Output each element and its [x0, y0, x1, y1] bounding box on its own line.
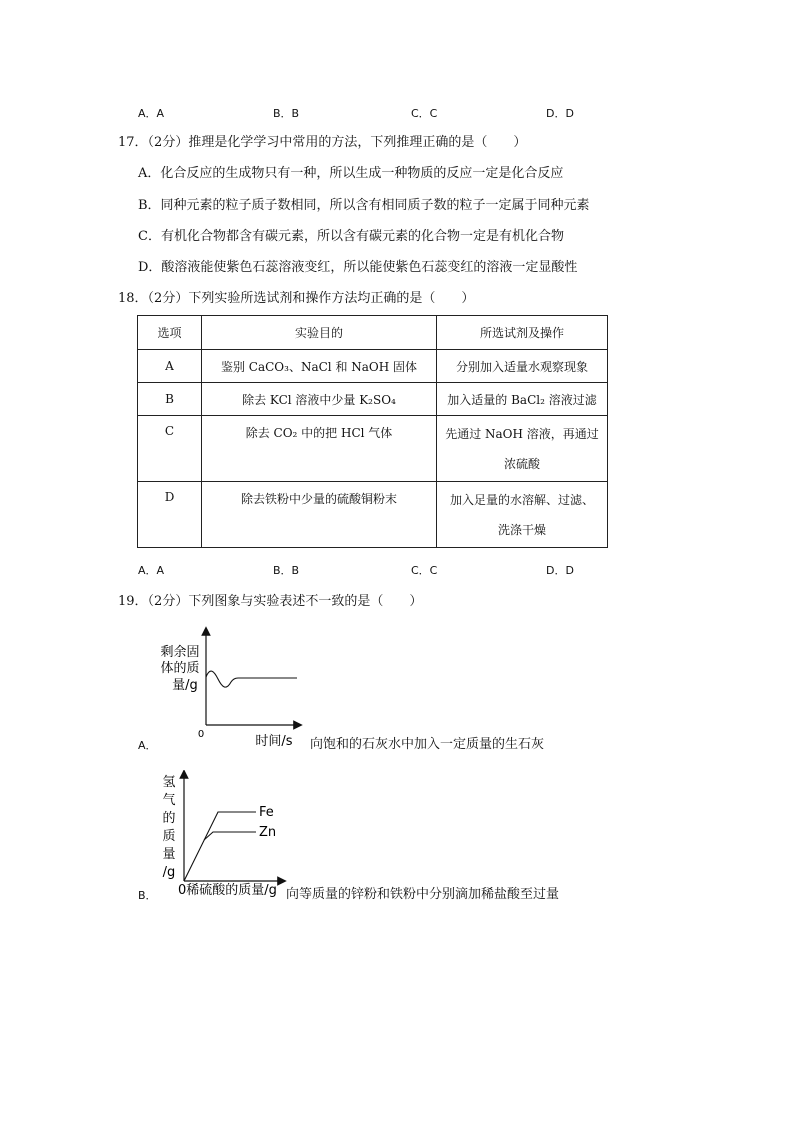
q19-graph-b — [158, 770, 288, 900]
q17-choice-d: D．酸溶液能使紫色石蕊溶液变红，所以能使紫色石蕊变红的溶液一定显酸性 — [138, 260, 578, 275]
table-cell-option: B — [138, 383, 202, 416]
y-axis-label-char: /g — [162, 865, 176, 880]
table-header-row — [138, 316, 608, 350]
y-axis-label-char: 气 — [162, 793, 176, 808]
q18-table — [137, 315, 608, 548]
mass-curve — [206, 671, 297, 687]
table-cell-option: C — [138, 416, 202, 482]
y-axis-label-line: 量/g — [172, 678, 198, 693]
operation-line: 先通过 NaOH 溶液，再通过 — [445, 426, 599, 441]
q16-option-d: D．D — [546, 107, 574, 120]
q18-option-a: A．A — [138, 564, 165, 577]
table-cell-operation: 分别加入适量水观察现象 — [437, 350, 608, 383]
q19-choice-a-prefix: A． — [138, 739, 157, 752]
table-cell-option: A — [138, 350, 202, 383]
table-row — [138, 482, 608, 548]
fe-line — [184, 812, 256, 881]
q17-choice-b: B．同种元素的粒子质子数相同，所以含有相同质子数的粒子一定属于同种元素 — [138, 198, 590, 213]
table-header: 实验目的 — [202, 316, 437, 350]
y-axis-label-line: 剩余固 — [160, 645, 200, 660]
q16-option-c: C．C — [411, 107, 438, 120]
zn-line — [204, 832, 256, 840]
q19-choice-b-prefix: B． — [138, 889, 157, 902]
y-axis-label-char: 质 — [162, 829, 176, 844]
y-axis-label-char: 的 — [162, 811, 176, 826]
origin-label: 0 — [197, 729, 205, 740]
y-axis-label-char: 量 — [162, 847, 176, 862]
q19-stem: 19．（2分）下列图象与实验表述不一致的是（ ） — [118, 594, 423, 609]
q18-option-b: B．B — [273, 564, 300, 577]
q19-choice-a-caption: 向饱和的石灰水中加入一定质量的生石灰 — [310, 737, 545, 752]
q19-graph-a — [150, 625, 310, 750]
operation-line: 洗涤干燥 — [497, 522, 546, 537]
table-cell-operation: 加入适量的 BaCl₂ 溶液过滤 — [437, 383, 608, 416]
q17-choice-c: C．有机化合物都含有碳元素，所以含有碳元素的化合物一定是有机化合物 — [138, 229, 564, 244]
series-label-zn: Zn — [259, 825, 277, 840]
table-header: 选项 — [138, 316, 202, 350]
q17-choice-a: A．化合反应的生成物只有一种，所以生成一种物质的反应一定是化合反应 — [138, 166, 564, 181]
q16-option-b: B．B — [273, 107, 300, 120]
q19-choice-b-caption: 向等质量的锌粉和铁粉中分别滴加稀盐酸至过量 — [286, 887, 560, 902]
table-row — [138, 383, 608, 416]
q18-option-c: C．C — [411, 564, 438, 577]
table-cell-operation — [437, 482, 608, 548]
table-cell-operation — [437, 416, 608, 482]
q17-stem: 17．（2分）推理是化学学习中常用的方法，下列推理正确的是（ ） — [118, 135, 527, 150]
operation-line: 浓硫酸 — [503, 456, 540, 471]
q18-stem: 18．（2分）下列实验所选试剂和操作方法均正确的是（ ） — [118, 291, 475, 306]
table-header: 所选试剂及操作 — [437, 316, 608, 350]
table-row — [138, 416, 608, 482]
table-cell-option: D — [138, 482, 202, 548]
operation-line: 加入足量的水溶解、过滤、 — [449, 492, 594, 507]
series-label-fe: Fe — [259, 805, 274, 820]
q16-option-a: A．A — [138, 107, 165, 120]
table-cell-purpose: 除去 CO₂ 中的把 HCl 气体 — [202, 416, 437, 482]
x-axis-label: 0稀硫酸的质量/g — [178, 883, 277, 898]
table-row — [138, 350, 608, 383]
y-axis-label-line: 体的质 — [160, 661, 200, 676]
q18-option-d: D．D — [546, 564, 574, 577]
table-cell-purpose: 除去铁粉中少量的硫酸铜粉末 — [202, 482, 437, 548]
x-axis-label: 时间/s — [255, 734, 293, 749]
table-cell-purpose: 除去 KCl 溶液中少量 K₂SO₄ — [202, 383, 437, 416]
y-axis-label-char: 氢 — [162, 775, 176, 790]
table-cell-purpose: 鉴别 CaCO₃、NaCl 和 NaOH 固体 — [202, 350, 437, 383]
